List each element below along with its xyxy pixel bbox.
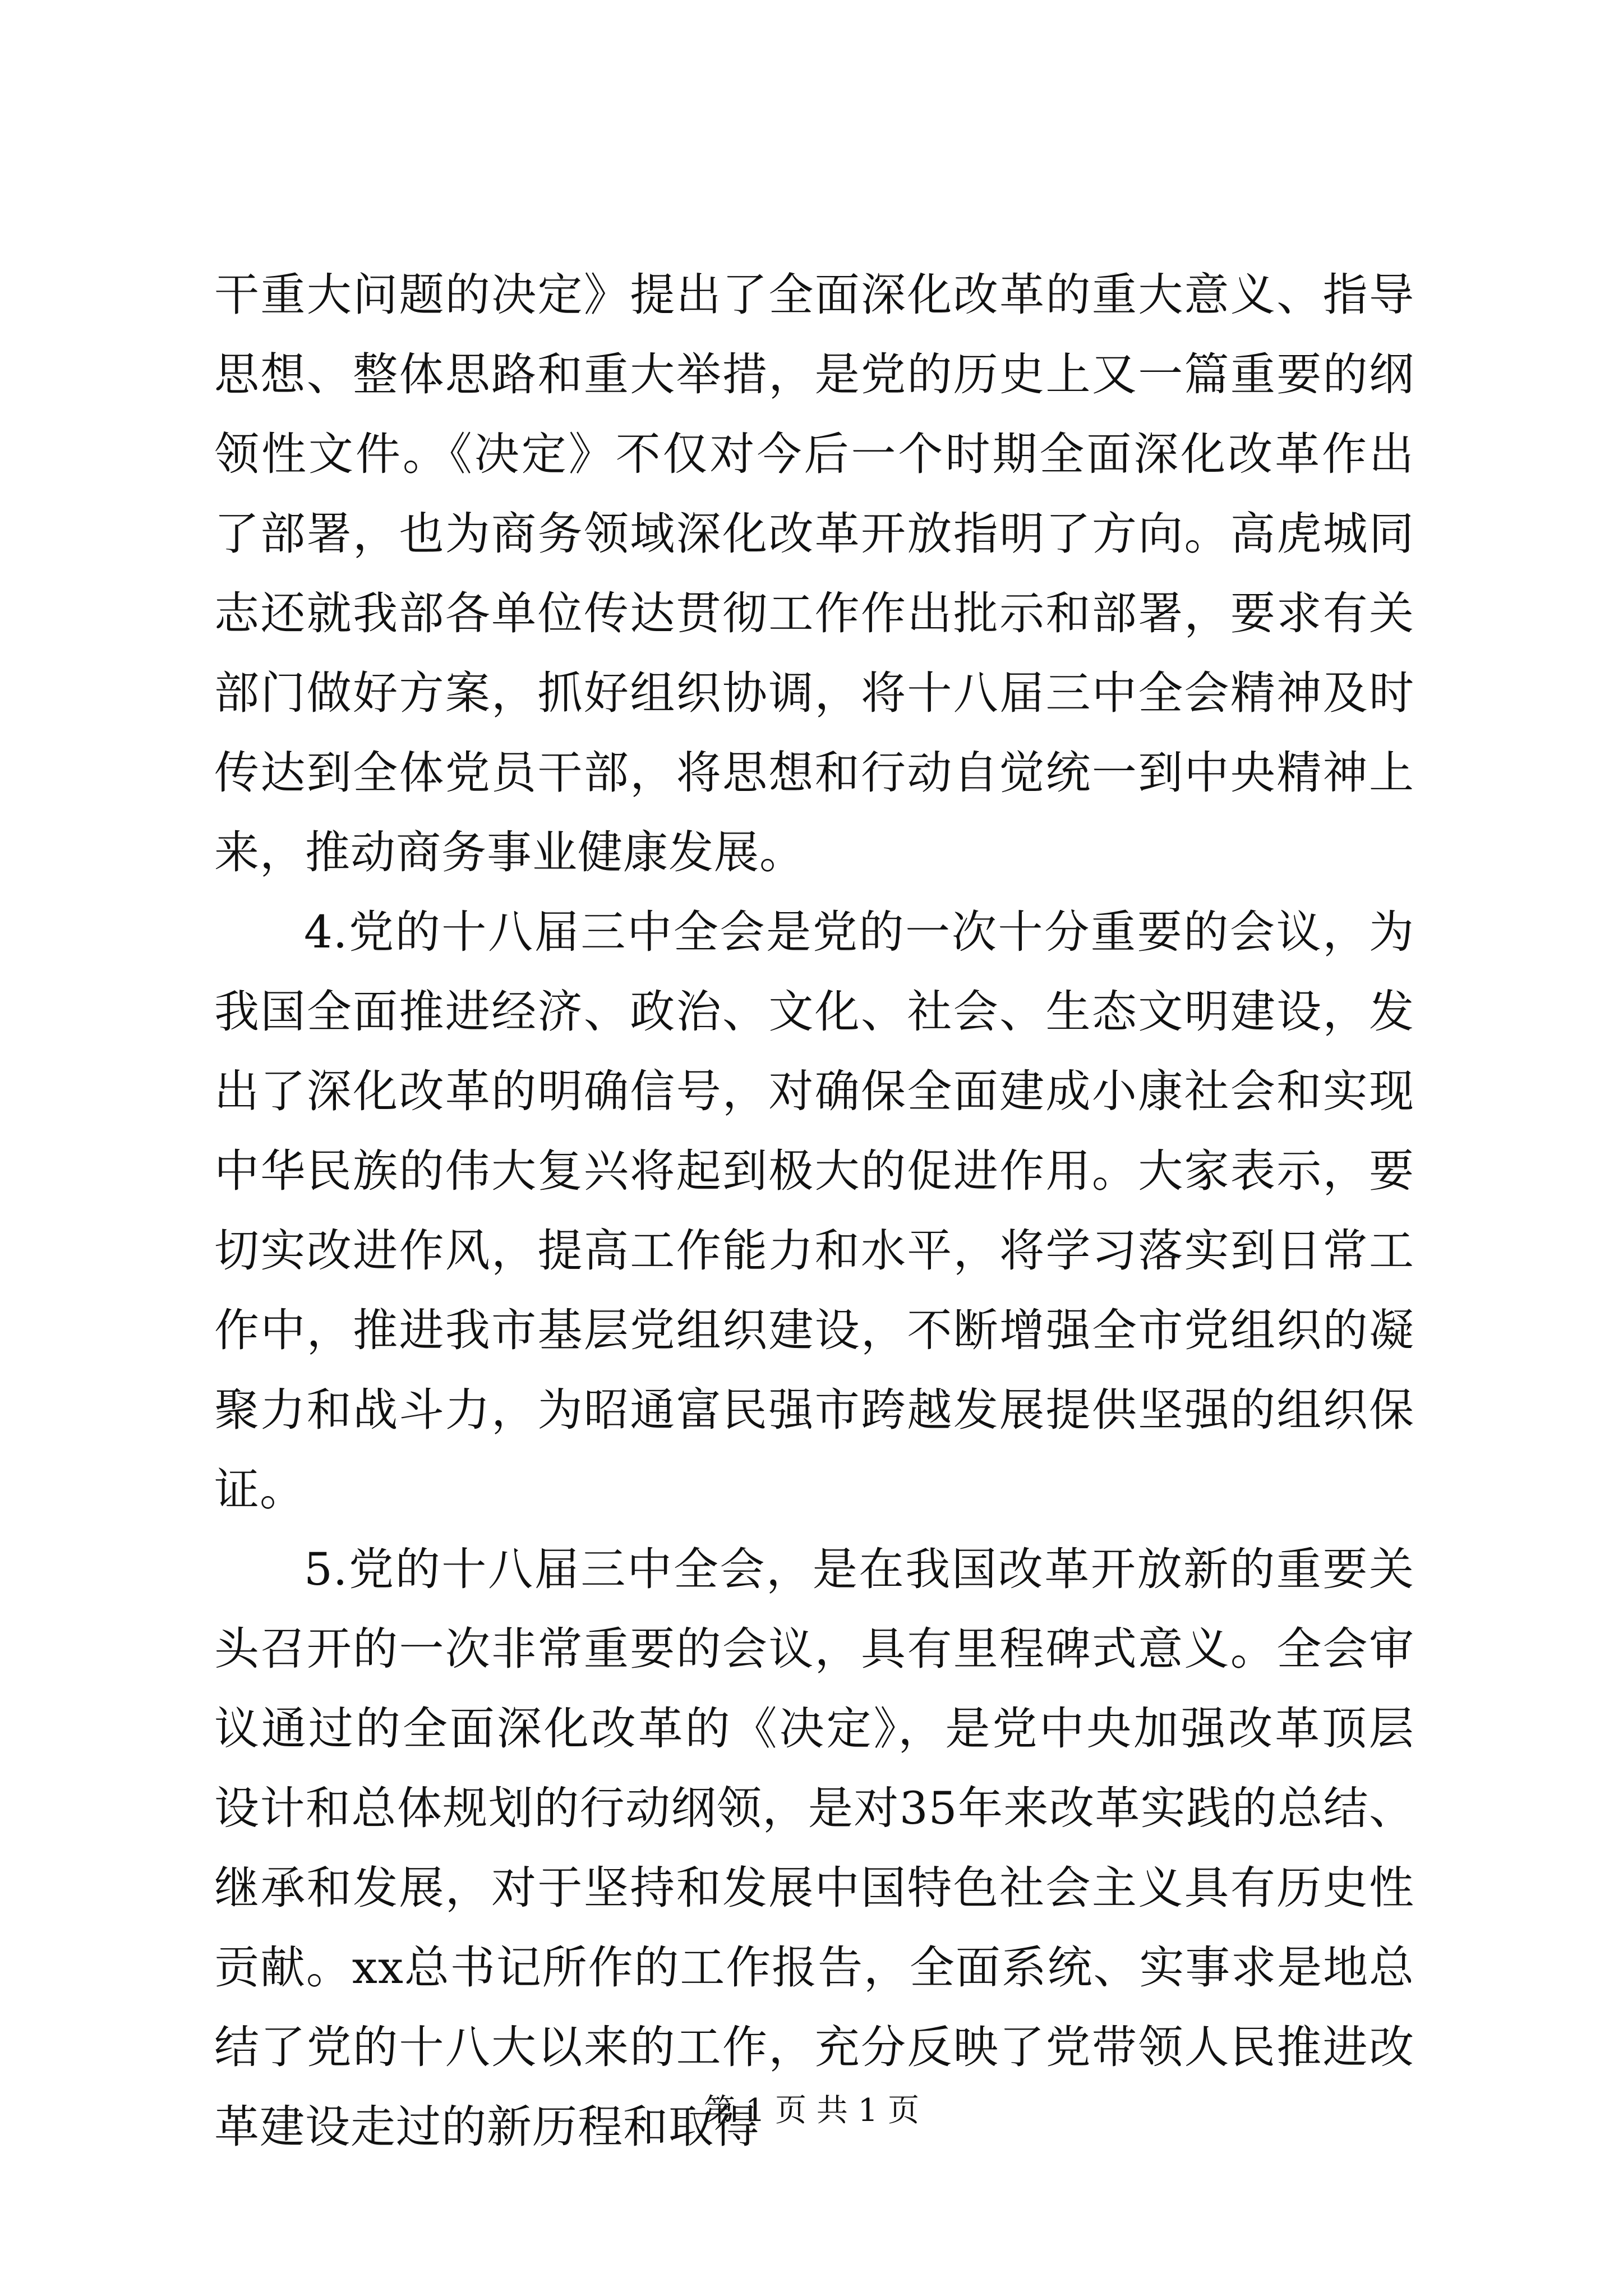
paragraph-3: 5.党的十八届三中全会，是在我国改革开放新的重要关头召开的一次非常重要的会议，具有里程碑式意义。全会审议通过的全面深化改革的《决定》，是党中央加强改革顶层设计和总体规划的行动纲领，是对35年来改革实践的总结、继承和发展，对于坚持和发展中国特色社会主义具有历史性贡献。xx总书记所作的工作报告，全面系统、实事求是地总结了党的十八大以来的工作，充分反映了党带领人民推进改革建设走过的新历程和取得 (214, 1543, 1414, 2153)
paragraph-2: 4.党的十八届三中全会是党的一次十分重要的会议，为我国全面推进经济、政治、文化、社会、生态文明建设，发出了深化改革的明确信号，对确保全面建成小康社会和实现中华民族的伟大复兴将起到极大的促进作用。大家表示，要切实改进作风，提高工作能力和水平，将学习落实到日常工作中，推进我市基层党组织建设，不断增强全市党组织的凝聚力和战斗力，为昭通富民强市跨越发展提供坚强的组织保证。 (214, 906, 1414, 1516)
document-body (214, 255, 1414, 2167)
page-number-footer: 第 1 页 共 1 页 (703, 2092, 920, 2129)
paragraph-1: 干重大问题的决定》提出了全面深化改革的重大意义、指导思想、整体思路和重大举措，是党的历史上又一篇重要的纲领性文件。《决定》不仅对今后一个时期全面深化改革作出了部署，也为商务领域深化改革开放指明了方向。高虎城同志还就我部各单位传达贯彻工作作出批示和部署，要求有关部门做好方案，抓好组织协调，将十八届三中全会精神及时传达到全体党员干部，将思想和行动自觉统一到中央精神上来，推动商务事业健康发展。 (214, 269, 1414, 878)
